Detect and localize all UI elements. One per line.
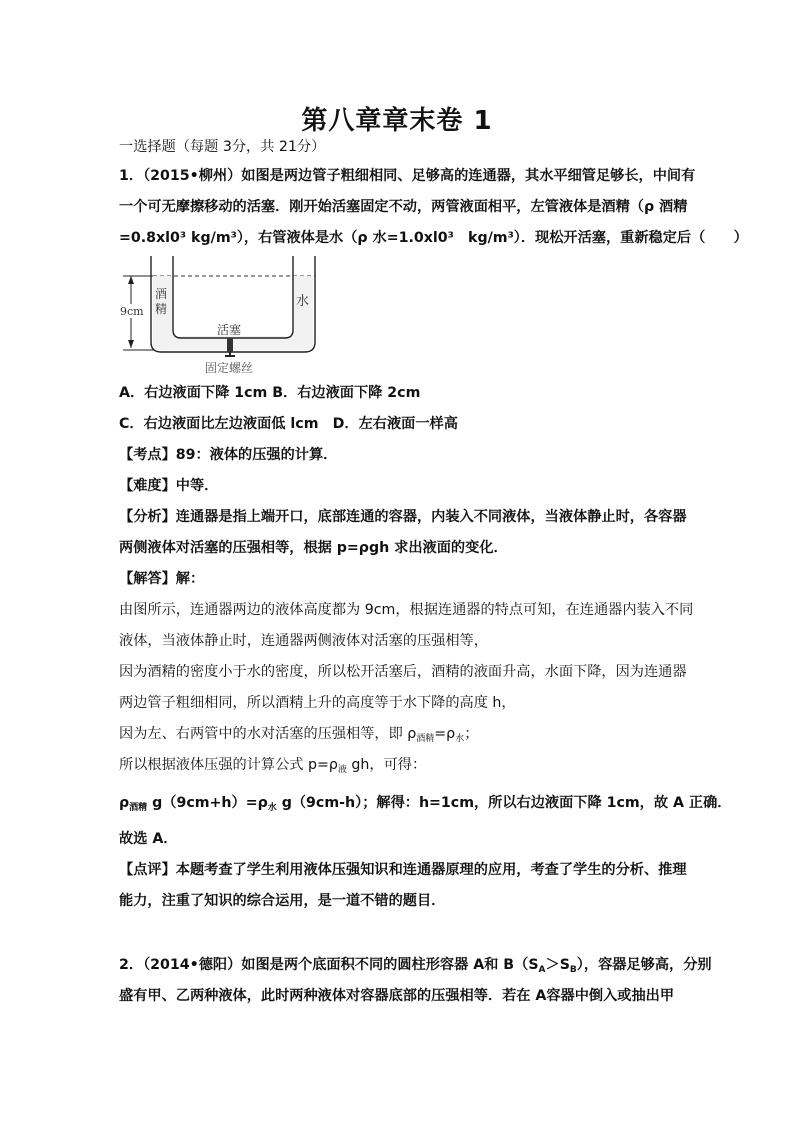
left-liquid-label-1: 酒: [155, 287, 168, 301]
q1-nandu: 【难度】中等．: [119, 478, 219, 494]
right-liquid-label: 水: [296, 294, 310, 309]
q2-stem-line1: 2．（2014•德阳）如图是两个底面积不同的圆柱形容器 A和 $B(S_A>S_B)$，容器足够高，分别: [119, 957, 712, 975]
q1-fenxi-line1: 【分析】连通器是指上端开口，底部连通的容器，内装入不同液体，当液体静止时，各容器: [119, 509, 687, 525]
q1-dianping-line1: 【点评】本题考查了学生利用液体压强知识和连通器原理的应用，考查了学生的分析、推理: [119, 862, 687, 878]
q1-stem-line3: =0.8xl0³ kg/m³），右管液体是水（ρ 水=1.0xl0³ kg/m³）．现松开活塞，重新稳定后（ ）: [119, 230, 748, 246]
q1-options-ab: A．右边液面下降 1cm B．右边液面下降 2cm: [119, 385, 421, 401]
q1-stem-line2: 一个可无摩擦移动的活塞．刚开始活塞固定不动，两管液面相平，左管液体是酒精（ρ 酒精: [119, 199, 688, 215]
q1-stem-line1: 1．（2015•柳州）如图是两边管子粗细相同、足够高的连通器，其水平细管足够长，中间有: [119, 168, 696, 184]
q1-solution-line7: $\rho_{酒精}$ $g(9cm+h)=\rho_水$ g（9cm-h）；解得：h=1cm，所以右边液面下降 1cm，故 A 正确．: [119, 795, 732, 813]
q1-solution-line3: 因为酒精的密度小于水的密度，所以松开活塞后，酒精的液面升高，水面下降，因为连通器: [119, 664, 687, 680]
height-label: 9cm: [120, 305, 144, 318]
screw-label: 固定螺丝: [205, 361, 254, 375]
page-title: 第八章章末卷 1: [301, 106, 493, 136]
q1-options-cd: C．右边液面比左边液面低 lcm D．左右液面一样高: [119, 416, 458, 432]
piston-label: 活塞: [217, 323, 242, 337]
q1-solution-line6: 所以根据液体压强的计算公式 $p=\rho_液$ gh，可得：: [119, 757, 427, 775]
q1-answer: 故选 A．: [119, 831, 178, 847]
q1-solution-line4: 两边管子粗细相同，所以酒精上升的高度等于水下降的高度 h，: [119, 695, 516, 711]
q1-solution-line1: 由图所示，连通器两边的液体高度都为 9cm，根据连通器的特点可知，在连通器内装入不同: [119, 602, 694, 618]
section-heading: 一选择题（每题 3分，共 21分）: [119, 139, 326, 155]
q1-kaodian: 【考点】89：液体的压强的计算．: [119, 447, 338, 463]
left-liquid-label-2: 精: [155, 302, 168, 316]
q1-dianping-line2: 能力，注重了知识的综合运用，是一道不错的题目．: [119, 893, 446, 909]
q1-solution-line2: 液体，当液体静止时，连通器两侧液体对活塞的压强相等，: [119, 633, 488, 649]
q1-fenxi-line2: 两侧液体对活塞的压强相等，根据 p=ρgh 求出液面的变化．: [119, 540, 508, 556]
q1-jieda: 【解答】解：: [119, 571, 205, 587]
q2-stem-line2: 盛有甲、乙两种液体，此时两种液体对容器底部的压强相等．若在 A容器中倒入或抽出甲: [119, 988, 675, 1004]
u-tube-figure: [119, 250, 319, 380]
q1-solution-line5: 因为左、右两管中的水对活塞的压强相等，即 $\rho_{酒精}=\rho_水$；: [119, 726, 479, 744]
